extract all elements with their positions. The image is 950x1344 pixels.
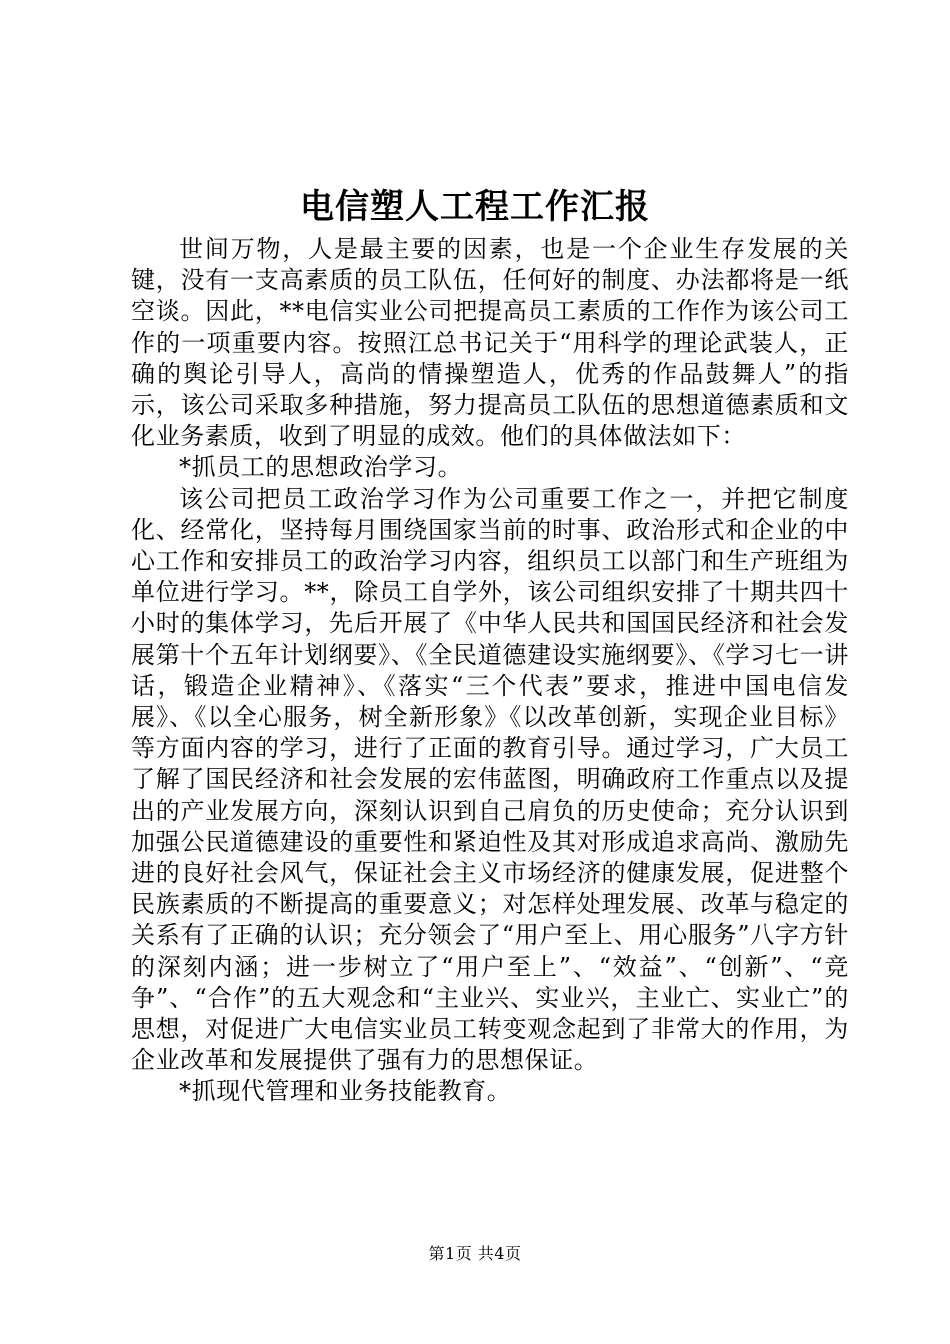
page-footer: 第1页 共4页 [428, 1244, 522, 1263]
document-body [131, 234, 849, 1108]
intro-paragraph: 世间万物，人是最主要的因素，也是一个企业生存发展的关键，没有一支高素质的员工队伍，任何好的制度、办法都将是一纸空谈。因此，**电信实业公司把提高员工素质的工作作为该公司工作的一项重要内容。按照江总书记关于“用科学的理论武装人，正确的舆论引导人，高尚的情操塑造人，优秀的作品鼓舞人”的指示，该公司采取多种措施，努力提高员工队伍的思想道德素质和文化业务素质，收到了明显的成效。他们的具体做法如下： [131, 235, 849, 451]
section-heading-political-study: *抓员工的思想政治学习。 [179, 453, 463, 482]
document-title: 电信塑人工程工作汇报 [300, 187, 650, 227]
political-study-paragraph: 该公司把员工政治学习作为公司重要工作之一，并把它制度化、经常化，坚持每月围绕国家当前的时事、政治形式和企业的中心工作和安排员工的政治学习内容，组织员工以部门和生产班组为单位进行学习。**，除员工自学外，该公司组织安排了十期共四十小时的集体学习，先后开展了《中华人民共和国国民经济和社会发展第十个五年计划纲要》、《全民道德建设实施纲要》、《学习七一讲话，锻造企业精神》、《落实“三个代表”要求，推进中国电信发展》、《以全心服务，树全新形象》《以改革创新，实现企业目标》等方面内容的学习，进行了正面的教育引导。通过学习，广大员工了解了国民经济和社会发展的宏伟蓝图，明确政府工作重点以及提出的产业发展方向，深刻认识到自己肩负的历史使命；充分认识到加强公民道德建设的重要性和紧迫性及其对形成追求高尚、激励先进的良好社会风气，保证社会主义市场经济的健康发展，促进整个民族素质的不断提高的重要意义；对怎样处理发展、改革与稳定的关系有了正确的认识；充分领会了“用户至上、用心服务”八字方针的深刻内涵；进一步树立了“用户至上”、“效益”、“创新”、“竞争”、“合作”的五大观念和“主业兴、实业兴，主业亡、实业亡”的思想，对促进广大电信实业员工转变观念起到了非常大的作用，为企业改革和发展提供了强有力的思想保证。 [131, 484, 849, 1075]
section-heading-management-education: *抓现代管理和业务技能教育。 [179, 1077, 512, 1106]
